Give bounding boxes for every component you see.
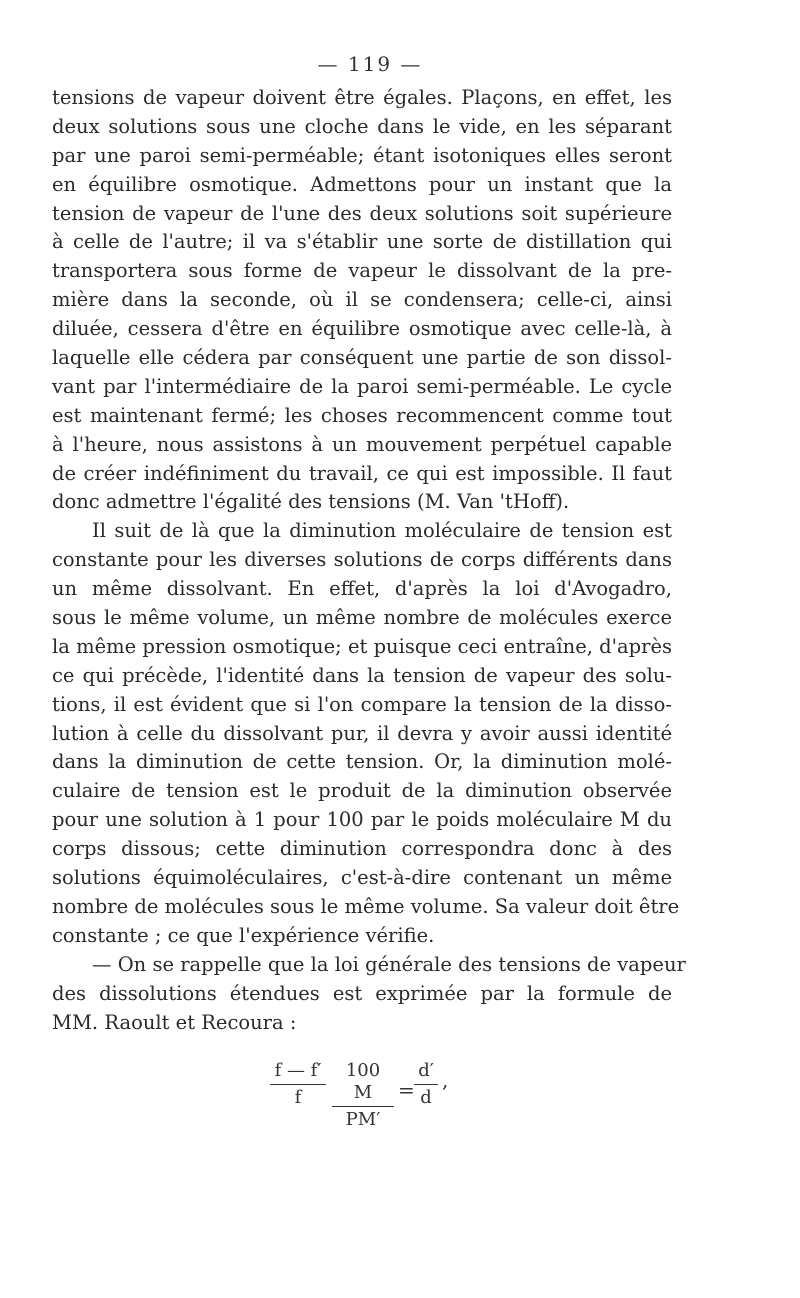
text-line: tension de vapeur de l'une des deux solutions soit supérieure [52, 201, 672, 225]
fraction-denominator: d [420, 1087, 432, 1108]
text-line: à l'heure, nous assistons à un mouvement perpétuel capable [52, 432, 672, 456]
text-line: Il suit de là que la diminution moléculaire de tension est [92, 519, 672, 543]
text-line: mière dans la seconde, où il se condensera; celle-ci, ainsi [52, 288, 672, 312]
fraction-numerator: d′ [414, 1060, 438, 1085]
text-line: tensions de vapeur doivent être égales. Plaçons, en effet, les [52, 86, 672, 109]
text-line: en équilibre osmotique. Admettons pour un instant que la [52, 172, 672, 196]
text-line: MM. Raoult et Recoura : [52, 1010, 297, 1034]
text-line: à celle de l'autre; il va s'établir une sorte de distillation qui [52, 230, 672, 254]
text-line: nombre de molécules sous le même volume. Sa valeur doit être [52, 894, 680, 918]
text-line: dans la diminution de cette tension. Or, la diminution molé- [52, 750, 672, 774]
text-line: vant par l'intermédiaire de la paroi semi-perméable. Le cycle [52, 374, 672, 398]
text-line: ce qui précède, l'identité dans la tension de vapeur des solu- [52, 663, 672, 687]
text-line: de créer indéfiniment du travail, ce qui est impossible. Il faut [52, 461, 672, 485]
text-line: culaire de tension est le produit de la diminution observée [52, 779, 672, 803]
fraction-density [414, 1060, 438, 1109]
text-line: donc admettre l'égalité des tensions (M. Van 'tHoff). [52, 490, 570, 514]
text-line: corps dissous; cette diminution correspondra donc à des [52, 837, 672, 861]
text-line: lution à celle du dissolvant pur, il devra y avoir aussi identité [52, 721, 672, 745]
text-line: est maintenant fermé; les choses recommencent comme tout [52, 403, 672, 427]
body-text [52, 84, 686, 1037]
text-line: deux solutions sous une cloche dans le vide, en les séparant [52, 114, 672, 138]
text-line: la même pression osmotique; et puisque ceci entraîne, d'après [52, 634, 672, 658]
formula-trailing-comma: , [442, 1068, 449, 1092]
text-line: diluée, cessera d'être en équilibre osmotique avec celle-là, à [52, 317, 672, 341]
text-line: laquelle elle cédera par conséquent une partie de son dissol- [52, 346, 672, 370]
text-line: un même dissolvant. En effet, d'après la loi d'Avogadro, [52, 577, 672, 601]
text-line: — On se rappelle que la loi générale des tensions de vapeur [92, 952, 686, 976]
raoult-recoura-formula [270, 1060, 470, 1130]
text-line: tions, il est évident que si l'on compare la tension de la disso- [52, 692, 672, 716]
fraction-tension-diff [270, 1060, 326, 1109]
text-line: par une paroi semi-perméable; étant isotoniques elles seront [52, 143, 672, 167]
text-line: sous le même volume, un même nombre de molécules exerce [52, 606, 672, 630]
text-line: solutions équimoléculaires, c'est-à-dire contenant un même [52, 866, 672, 890]
text-line: constante pour les diverses solutions de corps différents dans [52, 548, 672, 572]
fraction-denominator: f [294, 1087, 302, 1108]
equals-sign: = [398, 1078, 415, 1102]
fraction-numerator: f — f′ [270, 1060, 326, 1085]
text-line: des dissolutions étendues est exprimée par la formule de [52, 981, 672, 1005]
fraction-numerator: 100 M [332, 1060, 394, 1107]
text-line: pour une solution à 1 pour 100 par le poids moléculaire M du [52, 808, 672, 832]
text-line: constante ; ce que l'expérience vérifie. [52, 923, 435, 947]
page-number: — 119 — [317, 52, 423, 76]
text-line: transportera sous forme de vapeur le dissolvant de la pre- [52, 259, 672, 283]
fraction-denominator: PM′ [345, 1109, 381, 1130]
fraction-molecular-weight [332, 1060, 394, 1131]
